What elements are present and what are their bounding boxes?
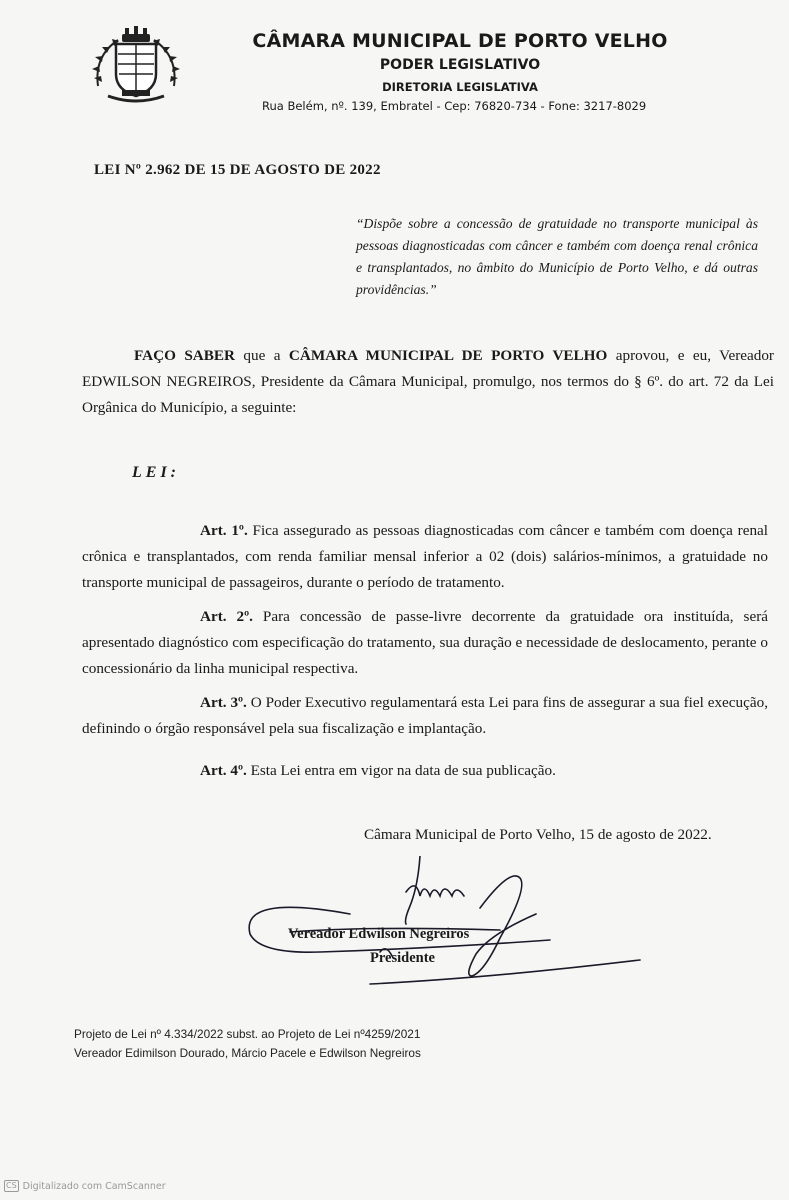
law-ementa: “Dispõe sobre a concessão de gratuidade no transporte municipal às pessoas diagnosticadas com câncer e também com doença renal crônica e transplantados, no âmbito do Município de Porto Velho, e dá outras providências.” [356, 216, 758, 297]
footer-project-reference: Projeto de Lei nº 4.334/2022 subst. ao Projeto de Lei nº4259/2021 [74, 1027, 421, 1041]
article-4-text: Esta Lei entra em vigor na data de sua publicação. [246, 762, 556, 779]
camscanner-icon: CS [6, 1181, 17, 1190]
faco-saber-text: FAÇO SABER [134, 347, 235, 364]
article-2-label: Art. 2º. [200, 608, 253, 625]
article-2-text: Para concessão de passe-livre decorrente da gratuidade ora instituída, será apresentado diagnóstico com especificação do tratamento, sua duração e necessidade de deslocamento, perante o concessionário da linha municipal respectiva. [82, 608, 768, 677]
intro-text-1: que a [234, 347, 289, 364]
article-1 [82, 518, 768, 596]
scanner-watermark [4, 1180, 166, 1192]
article-4 [82, 758, 789, 784]
signatory-role: Presidente [370, 950, 435, 966]
department-name: DIRETORIA LEGISLATIVA [382, 80, 538, 94]
article-3-label: Art. 3º. [200, 694, 247, 711]
promulgation-paragraph [82, 343, 774, 421]
article-4-label: Art. 4º. [200, 762, 247, 779]
article-2 [82, 604, 768, 682]
article-1-text: Fica assegurado as pessoas diagnosticadas com câncer e também com doença renal crônica e transplantados, com renda familiar mensal inferior a 02 (dois) salários-mínimos, a gratuidade no transporte municipal de passageiros, durante o período de tratamento. [82, 522, 768, 591]
address-line: Rua Belém, nº. 139, Embratel - Cep: 76820-734 - Fone: 3217-8029 [262, 99, 647, 113]
place-and-date: Câmara Municipal de Porto Velho, 15 de agosto de 2022. [364, 826, 712, 843]
article-3-text: O Poder Executivo regulamentará esta Lei para fins de assegurar a sua fiel execução, definindo o órgão responsável pela sua fiscalização e implantação. [82, 694, 769, 737]
scanner-text: Digitalizado com CamScanner [22, 1180, 166, 1192]
article-3 [82, 690, 768, 742]
branch-name: PODER LEGISLATIVO [379, 57, 541, 73]
law-title: LEI Nº 2.962 DE 15 DE AGOSTO DE 2022 [94, 162, 381, 178]
intro-text-2: aprovou, e eu, Vereador EDWILSON NEGREIROS, Presidente da Câmara Municipal, promulgo, nos termos do § 6º. do art. 72 da Lei Orgânica do Município, a seguinte: [82, 347, 774, 416]
chamber-name-text: CÂMARA MUNICIPAL DE PORTO VELHO [288, 347, 608, 364]
footer-authors: Vereador Edimilson Dourado, Márcio Pacele e Edwilson Negreiros [74, 1046, 421, 1060]
article-1-label: Art. 1º. [200, 522, 248, 539]
coat-of-arms-icon [88, 26, 184, 106]
institution-name: CÂMARA MUNICIPAL DE PORTO VELHO [252, 30, 668, 52]
lei-heading: LEI: [132, 464, 180, 481]
signatory-name: Vereador Edwilson Negreiros [288, 926, 470, 942]
